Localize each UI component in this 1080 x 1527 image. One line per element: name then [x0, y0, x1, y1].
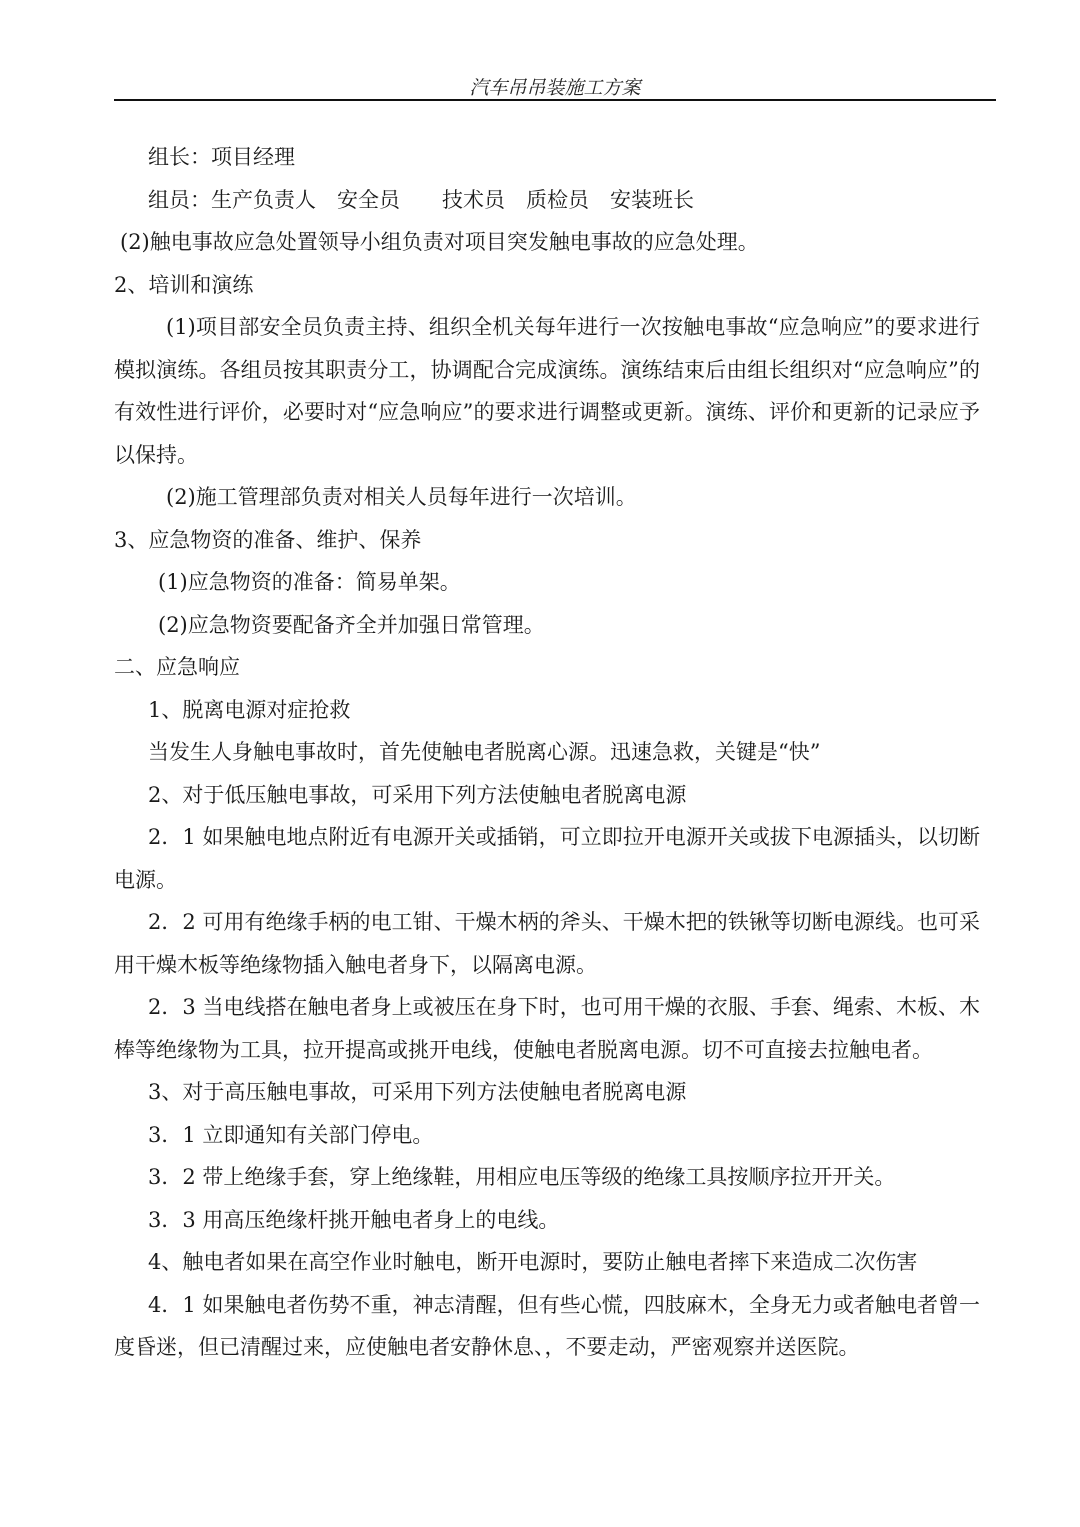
heading-disconnect-power: 1、脱离电源对症抢救	[148, 697, 351, 722]
paragraph-low-voltage-2-3: 2．3 当电线搭在触电者身上或被压在身下时，也可用干燥的衣服、手套、绳索、木板、木棒等绝缘物为工具，拉开提高或挑开电线，使触电者脱离电源。切不可直接去拉触电者。	[114, 995, 980, 1062]
paragraph-low-voltage-2-1: 2．1 如果触电地点附近有电源开关或插销，可立即拉开电源开关或拔下电源插头，以切断电源。	[114, 825, 980, 892]
paragraph-team-leader: 组长：项目经理	[148, 145, 295, 169]
heading-emergency-response: 二、应急响应	[114, 655, 240, 679]
heading-high-voltage: 3、对于高压触电事故，可采用下列方法使触电者脱离电源	[148, 1080, 687, 1104]
heading-high-altitude: 4、触电者如果在高空作业时触电，断开电源时，要防止触电者摔下来造成二次伤害	[148, 1250, 918, 1274]
paragraph-leadership-duty: (2)触电事故应急处置领导小组负责对项目突发触电事故的应急处理。	[120, 230, 759, 254]
heading-training-drills: 2、培训和演练	[114, 272, 254, 297]
paragraph-supplies-preparation: (1)应急物资的准备：简易单架。	[158, 570, 461, 594]
paragraph-high-voltage-3-1: 3．1 立即通知有关部门停电。	[148, 1122, 434, 1147]
paragraph-high-voltage-3-3: 3．3 用高压绝缘杆挑开触电者身上的电线。	[148, 1207, 560, 1232]
paragraph-training-annual: (2)施工管理部负责对相关人员每年进行一次培训。	[166, 485, 637, 509]
paragraph-high-altitude-4-1: 4．1 如果触电者伤势不重，神志清醒，但有些心慌，四肢麻木，全身无力或者触电者曾一度昏迷，但已清醒过来，应使触电者安静休息、，不要走动，严密观察并送医院。	[114, 1292, 980, 1359]
heading-emergency-supplies: 3、应急物资的准备、维护、保养	[114, 527, 422, 552]
header-divider	[114, 99, 996, 101]
heading-low-voltage: 2、对于低压触电事故，可采用下列方法使触电者脱离电源	[148, 782, 687, 807]
paragraph-quick-rescue: 当发生人身触电事故时，首先使触电者脱离心源。迅速急救，关键是“快”	[148, 740, 821, 764]
paragraph-low-voltage-2-2: 2．2 可用有绝缘手柄的电工钳、干燥木柄的斧头、干燥木把的铁锹等切断电源线。也可采用干燥木板等绝缘物插入触电者身下，以隔离电源。	[114, 910, 980, 977]
page-header-title: 汽车吊吊装施工方案	[469, 77, 641, 99]
paragraph-high-voltage-3-2: 3．2 带上绝缘手套，穿上绝缘鞋，用相应电压等级的绝缘工具按顺序拉开开关。	[148, 1165, 896, 1189]
paragraph-supplies-management: (2)应急物资要配备齐全并加强日常管理。	[158, 612, 545, 637]
document-body	[114, 136, 980, 1369]
paragraph-drill-organization: (1)项目部安全员负责主持、组织全机关每年进行一次按触电事故“应急响应”的要求进行模拟演练。各组员按其职责分工，协调配合完成演练。演练结束后由组长组织对“应急响应”的有效性进行评价，必要时对“应急响应”的要求进行调整或更新。演练、评价和更新的记录应予以保持。	[114, 315, 980, 467]
paragraph-team-members: 组员：生产负责人 安全员 技术员 质检员 安装班长	[148, 187, 694, 212]
